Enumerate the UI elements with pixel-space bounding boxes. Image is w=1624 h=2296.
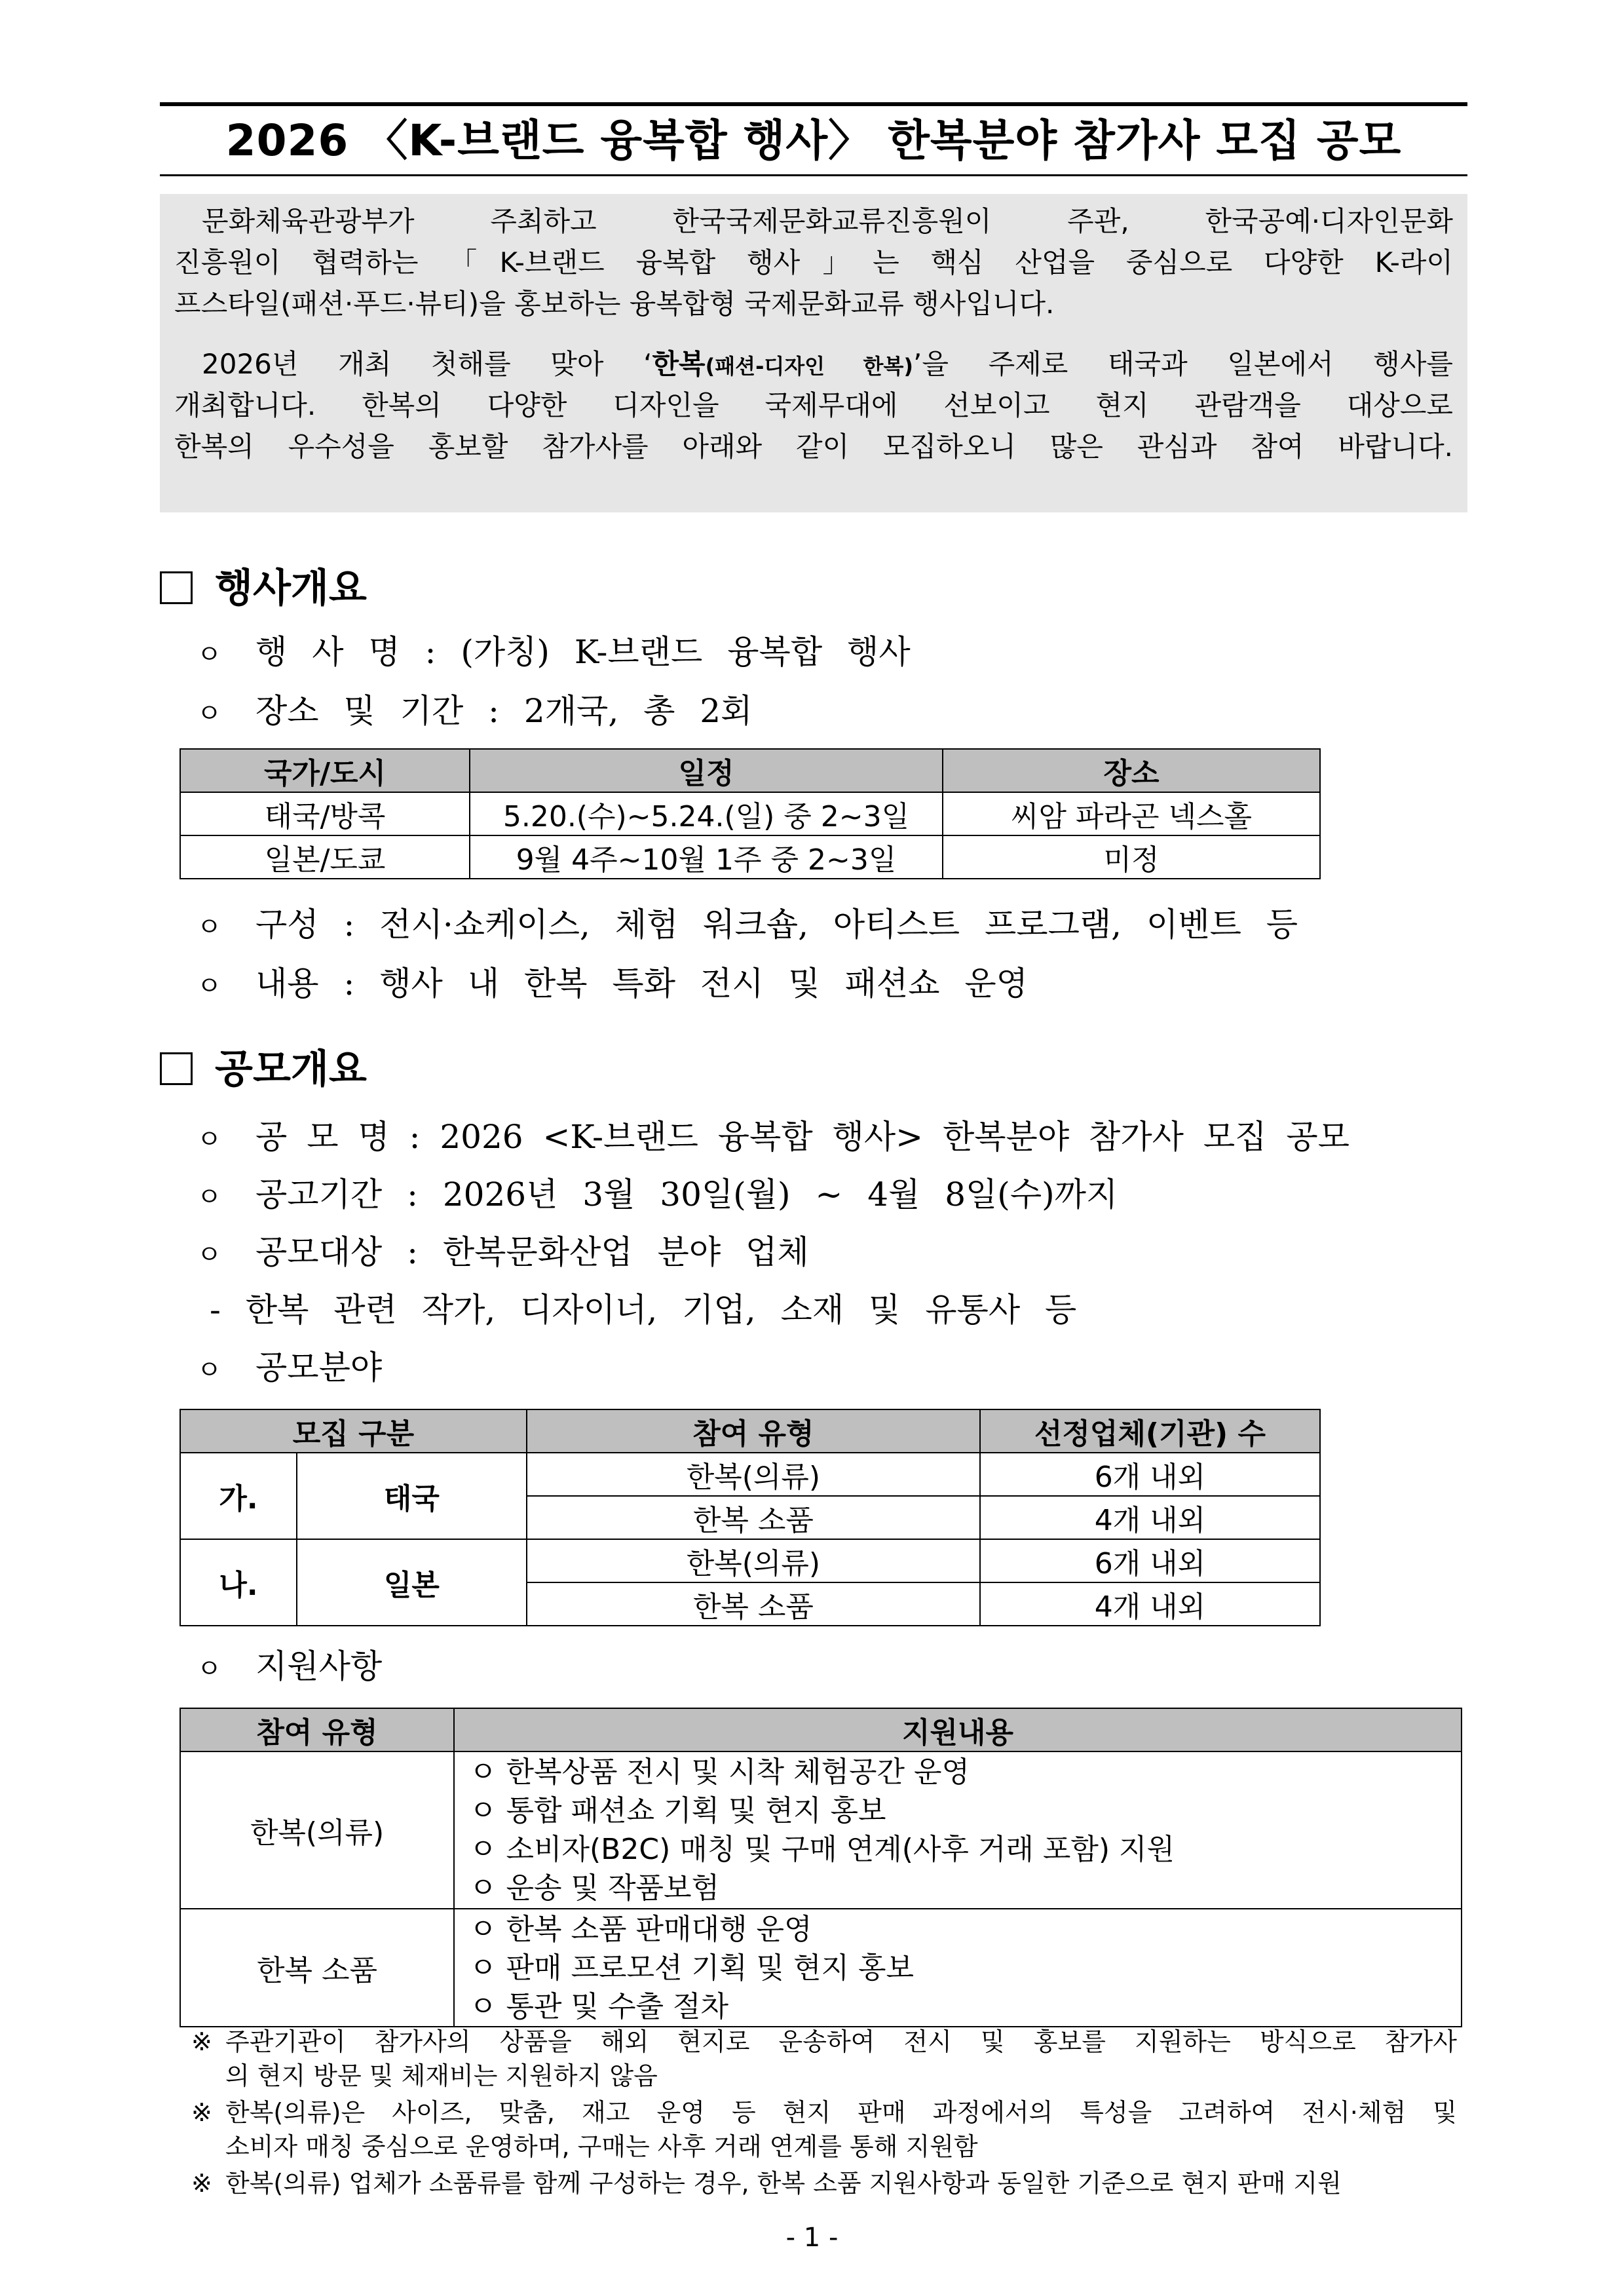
bullet-period xyxy=(197,1172,1118,1220)
field-table xyxy=(179,1409,1321,1626)
bullet-text: 내용 : 행사 내 한복 특화 전시 및 패션쇼 운영 xyxy=(255,965,1028,1003)
checkbox-square-icon xyxy=(160,1052,193,1085)
bullet-target xyxy=(197,1229,809,1278)
field-group-no: 나. xyxy=(180,1539,297,1626)
schedule-cell: 씨암 파라곤 넥스홀 xyxy=(943,792,1320,835)
field-cell: 6개 내외 xyxy=(980,1539,1320,1582)
table-row xyxy=(180,1751,1462,1909)
bullet-text: 지원사항 xyxy=(255,1647,383,1685)
field-cell: 한복(의류) xyxy=(527,1453,980,1496)
bullet-circle-icon: ㅇ xyxy=(197,971,222,1001)
support-item: ㅇ 운송 및 작품보험 xyxy=(469,1871,719,1905)
intro-line-2: 진흥원이 협력하는 「K-브랜드 융복합 행사」는 핵심 산업을 중심으로 다양한 K-라이 xyxy=(174,246,1453,278)
support-header-type: 참여 유형 xyxy=(180,1708,454,1751)
field-group-country: 일본 xyxy=(297,1539,527,1626)
section-heading-event-overview xyxy=(160,562,367,615)
field-cell: 한복 소품 xyxy=(527,1496,980,1539)
intro-box xyxy=(160,194,1467,512)
page-number: - 1 - xyxy=(785,2223,839,2253)
note-2 xyxy=(191,2095,1457,2164)
intro-line-6: 한복의 우수성을 홍보할 참가사를 아래와 같이 모집하오니 많은 관심과 참여 바랍니다. xyxy=(174,430,1453,463)
bullet-circle-icon: ㅇ xyxy=(197,1355,222,1385)
intro-para2-bold-small: (패션-디자인 한복) xyxy=(705,354,913,379)
table-row xyxy=(180,1453,1320,1496)
schedule-cell: 태국/방콕 xyxy=(180,792,470,835)
schedule-table xyxy=(179,748,1321,879)
table-row xyxy=(180,792,1320,835)
field-cell: 6개 내외 xyxy=(980,1453,1320,1496)
note-text: 한복(의류)은 사이즈, 맞춤, 재고 운영 등 현지 판매 과정에서의 특성을 고려하여 전시·체험 및 xyxy=(225,2098,1457,2127)
field-group-country: 태국 xyxy=(297,1453,527,1539)
bullet-circle-icon: ㅇ xyxy=(197,1654,222,1684)
support-items-clothing xyxy=(454,1751,1462,1909)
schedule-header-place: 장소 xyxy=(943,749,1320,792)
note-mark: ※ xyxy=(191,2098,212,2127)
field-cell: 4개 내외 xyxy=(980,1496,1320,1539)
bullet-text: 공모대상 : 한복문화산업 분야 업체 xyxy=(255,1233,809,1271)
section-heading-contest-overview xyxy=(160,1043,367,1096)
section-heading-text: 공모개요 xyxy=(215,1046,367,1092)
note-text: 주관기관이 참가사의 상품을 해외 현지로 운송하여 전시 및 홍보를 지원하는 방식으로 참가사 xyxy=(225,2027,1457,2056)
support-item: ㅇ 통관 및 수출 절차 xyxy=(469,1989,728,2023)
support-item: ㅇ 소비자(B2C) 매칭 및 구매 연계(사후 거래 포함) 지원 xyxy=(469,1833,1175,1866)
bullet-circle-icon: ㅇ xyxy=(197,1124,222,1155)
title-rule-bottom xyxy=(160,174,1467,176)
bullet-support xyxy=(197,1643,382,1692)
support-item: ㅇ 판매 프로모션 기획 및 현지 홍보 xyxy=(469,1951,914,1985)
field-header-category: 모집 구분 xyxy=(180,1409,527,1453)
support-table xyxy=(179,1708,1462,2027)
field-cell: 한복(의류) xyxy=(527,1539,980,1582)
field-cell: 4개 내외 xyxy=(980,1582,1320,1626)
intro-line-1: 문화체육관광부가 주최하고 한국국제문화교류진흥원이 주관, 한국공예·디자인문화 xyxy=(202,205,1453,237)
note-text: 의 현지 방문 및 체재비는 지원하지 않음 xyxy=(225,2061,658,2090)
bullet-contest-name xyxy=(197,1114,1350,1162)
title-rule-top xyxy=(160,102,1467,106)
bullet-circle-icon: ㅇ xyxy=(197,912,222,942)
note-mark: ※ xyxy=(191,2169,212,2198)
schedule-cell: 일본/도쿄 xyxy=(180,835,470,879)
schedule-cell: 미정 xyxy=(943,835,1320,879)
intro-para2-bold: 한복 xyxy=(652,348,706,380)
note-text: 소비자 매칭 중심으로 운영하며, 구매는 사후 거래 연계를 통해 지원함 xyxy=(225,2132,978,2161)
intro-line-3: 프스타일(패션·푸드·뷰티)을 홍보하는 융복합형 국제문화교류 행사입니다. xyxy=(174,288,1055,320)
intro-para2-post: ’을 주제로 태국과 일본에서 행사를 xyxy=(913,348,1454,380)
support-type-accessory: 한복 소품 xyxy=(180,1909,454,2027)
section-heading-text: 행사개요 xyxy=(215,565,367,611)
bullet-event-name xyxy=(197,629,911,678)
note-mark: ※ xyxy=(191,2027,212,2056)
bullet-circle-icon: ㅇ xyxy=(197,698,222,729)
bullet-target-sub: - 한복 관련 작가, 디자이너, 기업, 소재 및 유통사 등 xyxy=(210,1291,1077,1329)
support-items-accessory xyxy=(454,1909,1462,2027)
table-row xyxy=(180,835,1320,879)
bullet-circle-icon: ㅇ xyxy=(197,640,222,670)
checkbox-square-icon xyxy=(160,571,193,604)
support-header-content: 지원내용 xyxy=(454,1708,1462,1751)
bullet-content xyxy=(197,961,1028,1009)
support-item: ㅇ 통합 패션쇼 기획 및 현지 홍보 xyxy=(469,1794,886,1827)
page-title: 2026 〈K-브랜드 융복합 행사〉 한복분야 참가사 모집 공모 xyxy=(225,115,1402,166)
support-item: ㅇ 한복상품 전시 및 시착 체험공간 운영 xyxy=(469,1755,970,1789)
bullet-text: 행 사 명 : (가칭) K-브랜드 융복합 행사 xyxy=(255,633,911,671)
field-group-no: 가. xyxy=(180,1453,297,1539)
bullet-text: 공고기간 : 2026년 3월 30일(월) ~ 4월 8일(수)까지 xyxy=(255,1176,1118,1214)
intro-line-5: 개최합니다. 한복의 다양한 디자인을 국제무대에 선보이고 현지 관람객을 대상으로 xyxy=(174,389,1453,421)
bullet-composition xyxy=(197,902,1298,950)
note-1 xyxy=(191,2025,1457,2093)
bullet-text: 장소 및 기간 : 2개국, 총 2회 xyxy=(255,692,753,730)
bullet-circle-icon: ㅇ xyxy=(197,1182,222,1212)
intro-para2-pre: 2026년 개최 첫해를 맞아 ‘ xyxy=(202,348,652,380)
intro-line-4 xyxy=(174,343,1453,387)
note-3 xyxy=(191,2166,1457,2200)
bullet-circle-icon: ㅇ xyxy=(197,1240,222,1270)
bullet-text: 공 모 명 : 2026 <K-브랜드 융복합 행사> 한복분야 참가사 모집 공모 xyxy=(255,1118,1350,1156)
support-type-clothing: 한복(의류) xyxy=(180,1751,454,1909)
schedule-cell: 9월 4주~10월 1주 중 2~3일 xyxy=(470,835,943,879)
schedule-header-country: 국가/도시 xyxy=(180,749,470,792)
bullet-text: 공모분야 xyxy=(255,1349,383,1387)
table-row xyxy=(180,1909,1462,2027)
field-cell: 한복 소품 xyxy=(527,1582,980,1626)
schedule-header-date: 일정 xyxy=(470,749,943,792)
field-header-count: 선정업체(기관) 수 xyxy=(980,1409,1320,1453)
support-item: ㅇ 한복 소품 판매대행 운영 xyxy=(469,1912,812,1946)
field-header-type: 참여 유형 xyxy=(527,1409,980,1453)
bullet-field xyxy=(197,1345,382,1393)
table-row xyxy=(180,1539,1320,1582)
bullet-place-period xyxy=(197,688,752,737)
schedule-cell: 5.20.(수)~5.24.(일) 중 2~3일 xyxy=(470,792,943,835)
bullet-text: 구성 : 전시·쇼케이스, 체험 워크숍, 아티스트 프로그램, 이벤트 등 xyxy=(255,906,1298,944)
note-text: 한복(의류) 업체가 소품류를 함께 구성하는 경우, 한복 소품 지원사항과 동일한 기준으로 현지 판매 지원 xyxy=(225,2169,1342,2198)
